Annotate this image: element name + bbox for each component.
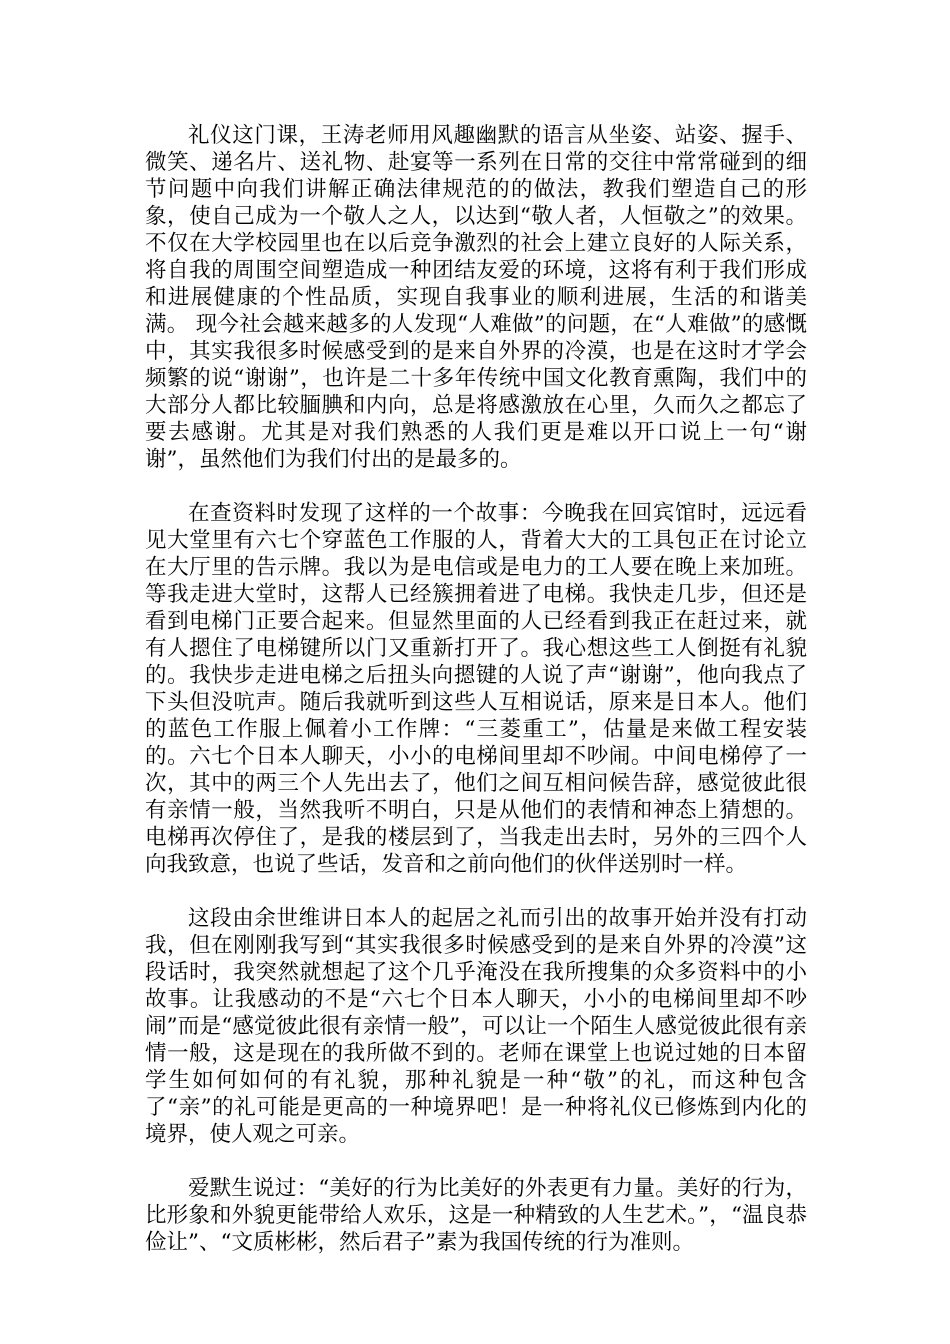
paragraph-emerson-quote: 爱默生说过：“美好的行为比美好的外表更有力量。美好的行为，比形象和外貌更能带给人欢乐，这是一种精致的人生艺术。”，“温良恭俭让”、“文质彬彬，然后君子”素为我国传统的行为准则。 <box>145 1176 807 1255</box>
paragraph-spacer <box>145 1148 807 1175</box>
paragraph-reflection: 这段由余世维讲日本人的起居之礼而引出的故事开始并没有打动我，但在刚刚我写到“其实我很多时候感受到的是来自外界的冷漠”这段话时，我突然就想起了这个几乎淹没在我所搜集的众多资料中的小故事。让我感动的不是“六七个日本人聊天，小小的电梯间里却不吵闹”而是“感觉彼此很有亲情一般”，可以让一个陌生人感觉彼此很有亲情一般，这是现在的我所做不到的。老师在课堂上也说过她的日本留学生如何如何的有礼貌，那种礼貌是一种“敬”的礼，而这种包含了“亲”的礼可能是更高的一种境界吧！是一种将礼仪已修炼到内化的境界，使人观之可亲。 <box>145 906 807 1147</box>
paragraph-spacer <box>145 473 807 500</box>
document-body <box>145 122 807 1256</box>
paragraph-etiquette-course: 礼仪这门课，王涛老师用风趣幽默的语言从坐姿、站姿、握手、微笑、递名片、送礼物、赴宴等一系列在日常的交往中常常碰到的细节问题中向我们讲解正确法律规范的的做法，教我们塑造自己的形象，使自己成为一个敬人之人，以达到“敬人者，人恒敬之”的效果。不仅在大学校园里也在以后竞争激烈的社会上建立良好的人际关系，将自我的周围空间塑造成一种团结友爱的环境，这将有利于我们形成和进展健康的个性品质，实现自我事业的顺利进展，生活的和谐美满。 现今社会越来越多的人发现“人难做”的问题，在“人难做”的感慨中，其实我很多时候感受到的是来自外界的冷漠，也是在这时才学会频繁的说“谢谢”，也许是二十多年传统中国文化教育熏陶，我们中的大部分人都比较腼腆和内向，总是将感激放在心里，久而久之都忘了要去感谢。尤其是对我们熟悉的人我们更是难以开口说上一句“谢谢”，虽然他们为我们付出的是最多的。 <box>145 123 807 472</box>
paragraph-elevator-story: 在查资料时发现了这样的一个故事：今晚我在回宾馆时，远远看见大堂里有六七个穿蓝色工作服的人，背着大大的工具包正在讨论立在大厅里的告示牌。我以为是电信或是电力的工人要在晚上来加班。等我走进大堂时，这帮人已经簇拥着进了电梯。我快走几步，但还是看到电梯门正要合起来。但显然里面的人已经看到我正在赶过来，就有人摁住了电梯键所以门又重新打开了。我心想这些工人倒挺有礼貌的。我快步走进电梯之后扭头向摁键的人说了声“谢谢”，他向我点了下头但没吭声。随后我就听到这些人互相说话，原来是日本人。他们的蓝色工作服上佩着小工作牌：“三菱重工”，估量是来做工程安装的。六七个日本人聊天，小小的电梯间里却不吵闹。中间电梯停了一次，其中的两三个人先出去了，他们之间互相问候告辞，感觉彼此很有亲情一般，当然我听不明白，只是从他们的表情和神态上猜想的。电梯再次停住了，是我的楼层到了，当我走出去时，另外的三四个人向我致意，也说了些话，发音和之前向他们的伙伴送别时一样。 <box>145 501 807 877</box>
paragraph-spacer <box>145 878 807 905</box>
